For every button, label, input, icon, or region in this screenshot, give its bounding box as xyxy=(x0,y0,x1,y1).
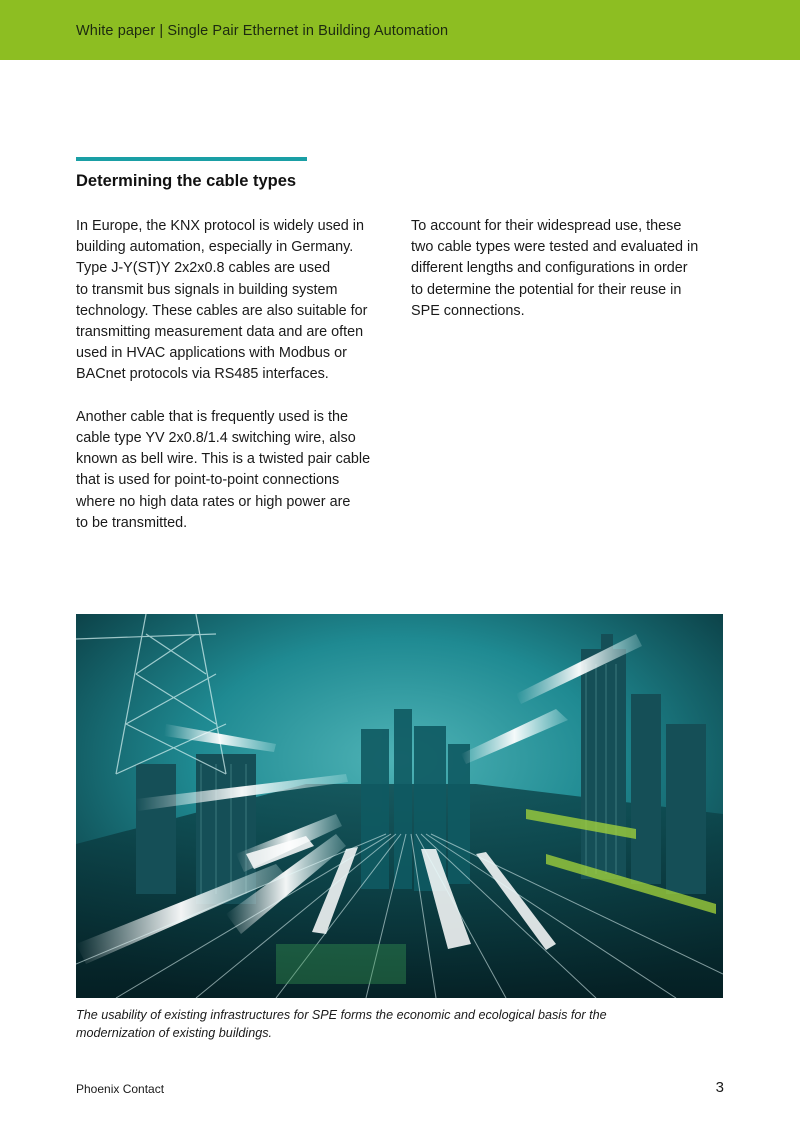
text-line: Another cable that is frequently used is the xyxy=(76,408,348,425)
text-line: to be transmitted. xyxy=(76,514,188,531)
text-line: BACnet protocols via RS485 interfaces. xyxy=(76,366,329,383)
text-line: to transmit bus signals in building system xyxy=(76,281,338,298)
text-line: To account for their widespread use, these xyxy=(411,218,682,234)
text-line: cable type YV 2x0.8/1.4 switching wire, also xyxy=(76,430,356,447)
section-heading: Determining the cable types xyxy=(76,172,297,190)
caption-line: The usability of existing infrastructures for SPE forms the economic and ecological basis for the xyxy=(76,1008,607,1022)
text-line: SPE connections. xyxy=(411,302,525,319)
right-text-column xyxy=(411,216,726,343)
text-line: Type J-Y(ST)Y 2x2x0.8 cables are used xyxy=(76,260,331,277)
text-line: known as bell wire. This is a twisted pair cable xyxy=(76,451,371,468)
text-line: where no high data rates or high power are xyxy=(76,493,351,510)
text-line: to determine the potential for their reuse in xyxy=(411,281,682,298)
footer-company: Phoenix Contact xyxy=(76,1082,165,1096)
paragraph-bell-wire xyxy=(76,407,391,534)
text-line: In Europe, the KNX protocol is widely used in xyxy=(76,218,364,234)
text-line: technology. These cables are also suitable for xyxy=(76,302,368,319)
text-line: that is used for point-to-point connections xyxy=(76,472,340,489)
page-number: 3 xyxy=(715,1079,724,1096)
text-line: different lengths and configurations in order xyxy=(411,260,688,277)
left-text-column xyxy=(76,216,391,555)
city-light-trails-photo xyxy=(76,614,723,998)
document-title: White paper | Single Pair Ethernet in Building Automation xyxy=(76,23,449,39)
text-line: transmitting measurement data and are often xyxy=(76,324,364,341)
section-accent-rule xyxy=(76,157,307,161)
paragraph-knx-cables xyxy=(76,216,391,386)
paragraph-testing xyxy=(411,216,726,322)
text-line: two cable types were tested and evaluated in xyxy=(411,239,699,256)
figure-caption xyxy=(76,1006,726,1042)
header-band xyxy=(0,0,800,60)
caption-line: modernization of existing buildings. xyxy=(76,1026,273,1040)
text-line: used in HVAC applications with Modbus or xyxy=(76,345,347,362)
text-line: building automation, especially in Germany. xyxy=(76,239,354,256)
